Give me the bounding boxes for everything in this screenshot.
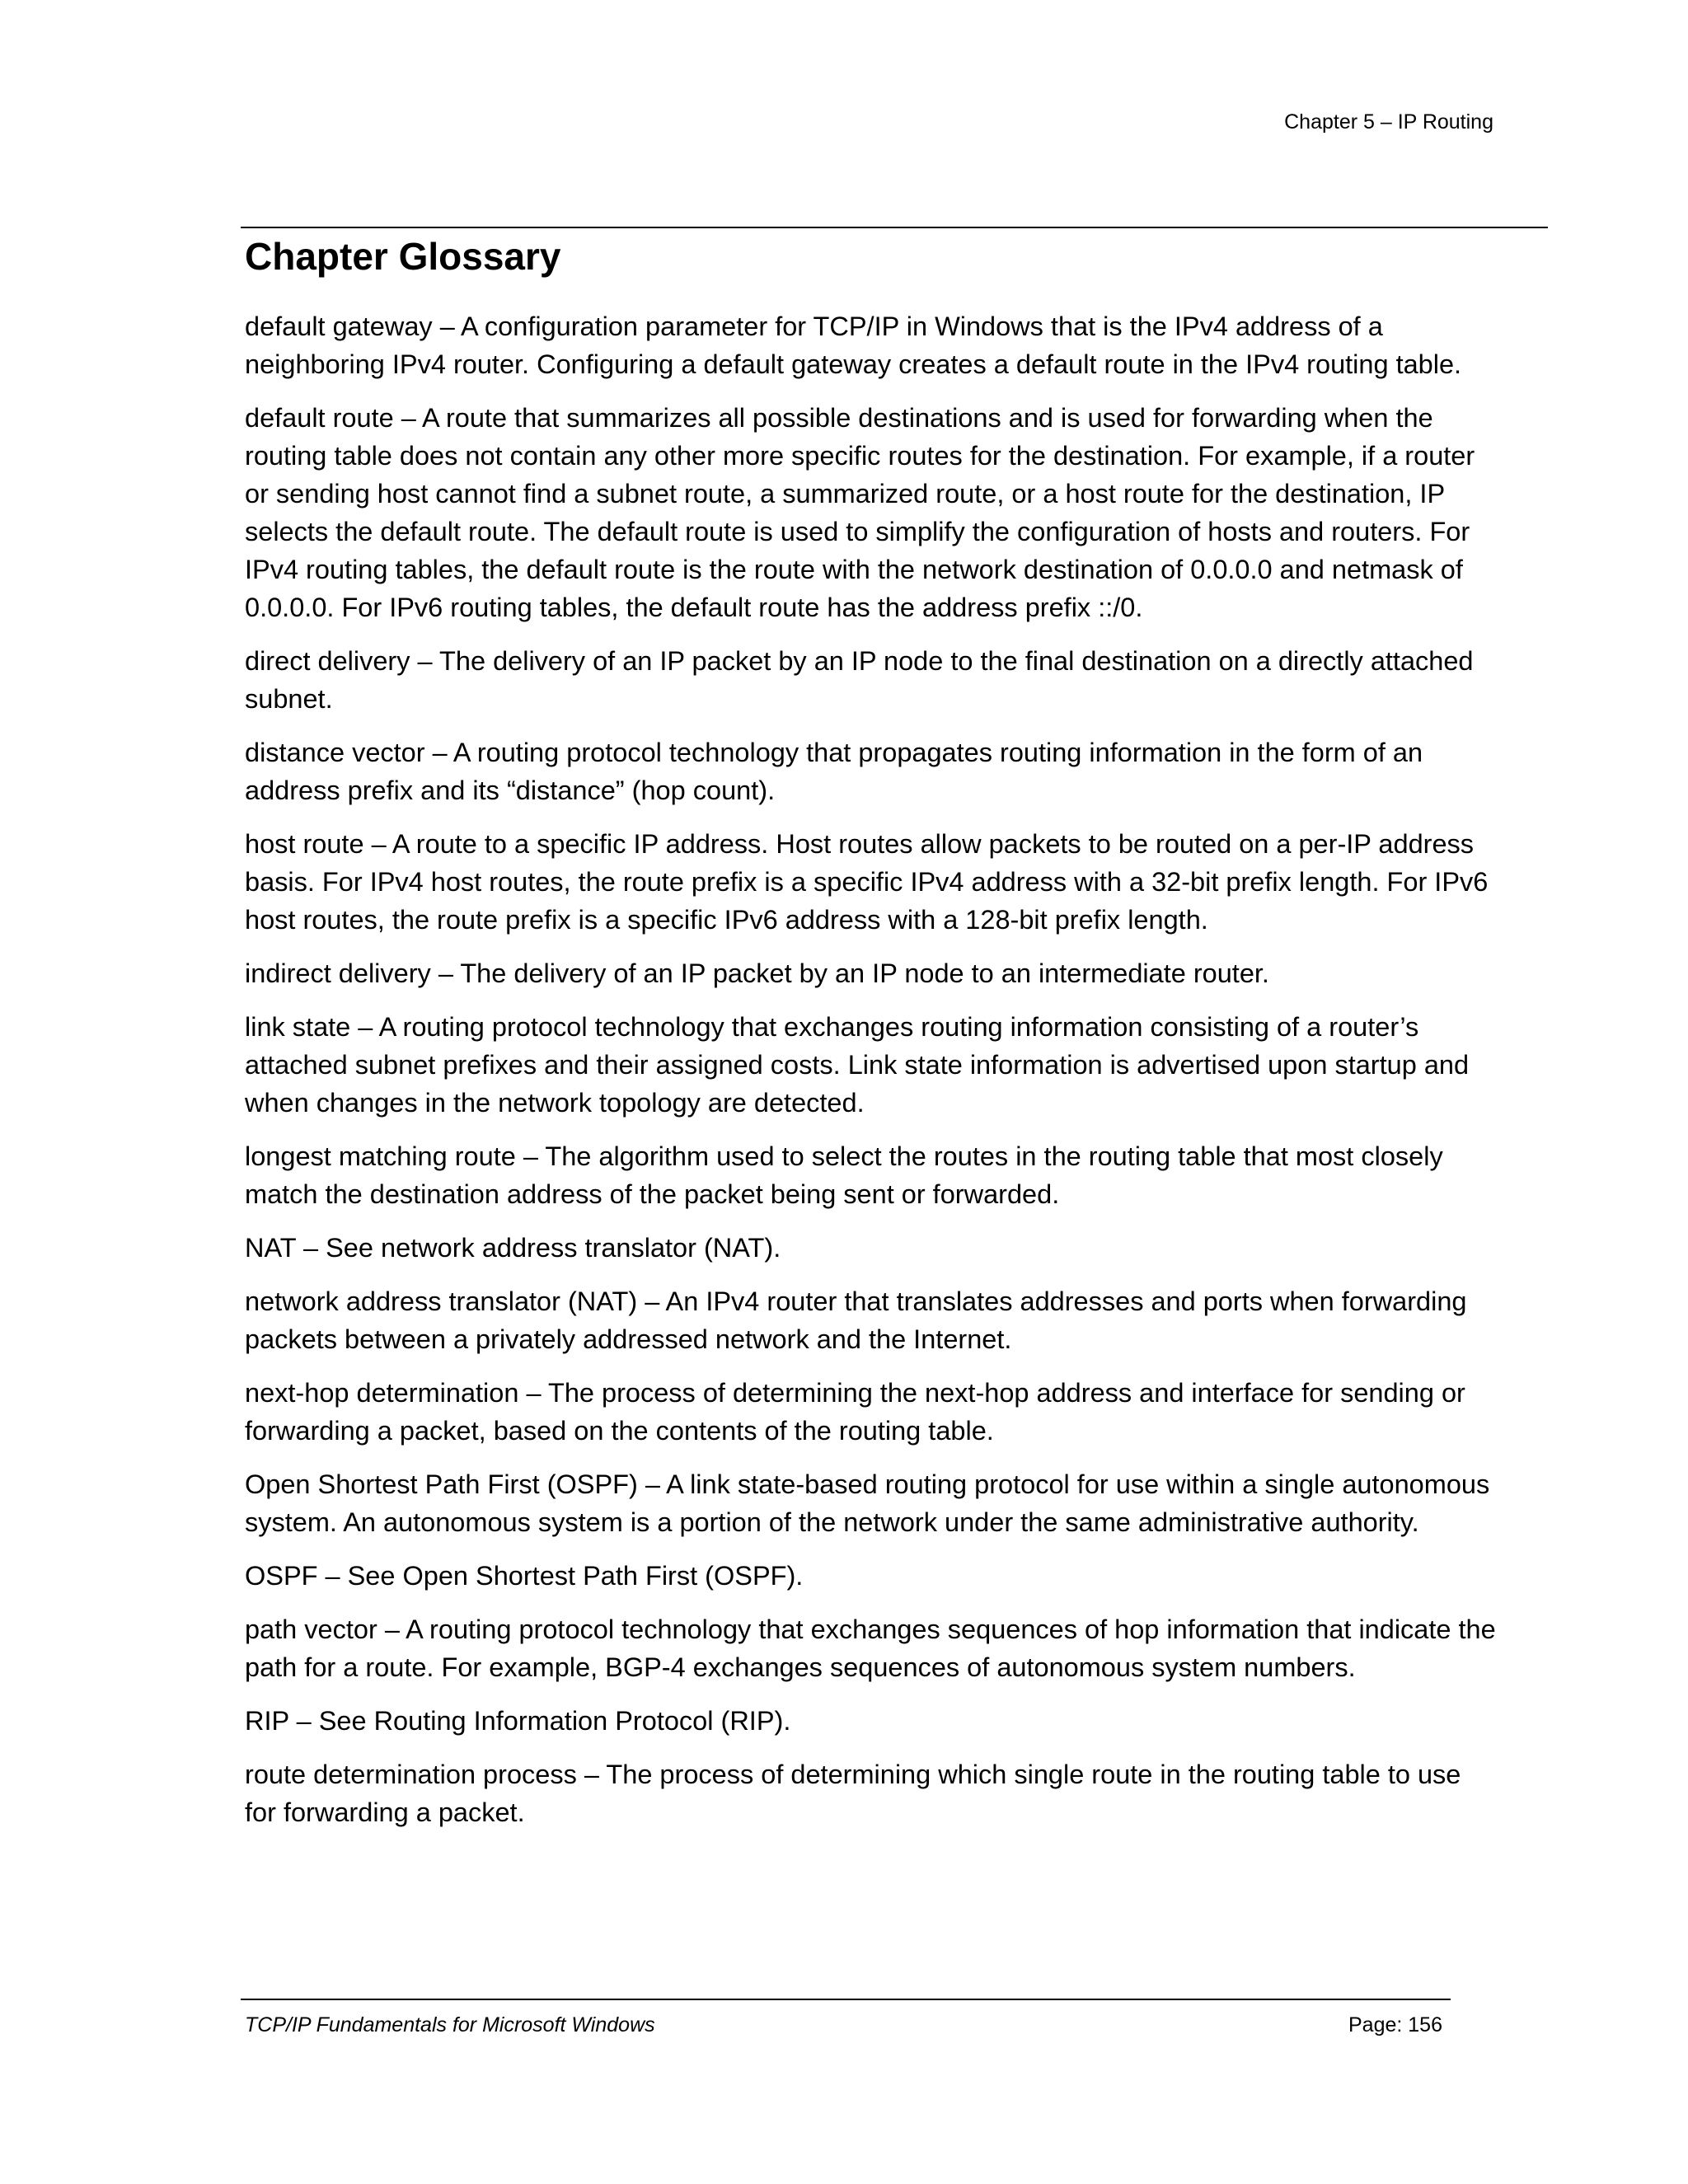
glossary-entry-network-address-translator: network address translator (NAT) – An IPv4 router that translates addresses and ports when forwarding packets between a privately addressed network and the Internet. — [245, 1286, 1467, 1354]
footer-book-title: TCP/IP Fundamentals for Microsoft Windows — [245, 2013, 655, 2036]
glossary-list — [245, 307, 1498, 1847]
glossary-entry-nat: NAT – See network address translator (NAT). — [245, 1233, 781, 1263]
glossary-entry-direct-delivery: direct delivery – The delivery of an IP packet by an IP node to the final destination on a directly attached subnet. — [245, 646, 1474, 714]
glossary-entry-ospf: OSPF – See Open Shortest Path First (OSPF). — [245, 1561, 804, 1591]
glossary-entry-link-state: link state – A routing protocol technology that exchanges routing information consisting of a router’s attached subnet prefixes and their assigned costs. Link state information is advertised upon startup and when changes in the network topology are detected. — [245, 1012, 1470, 1118]
glossary-entry-route-determination-process: route determination process – The process of determining which single route in the routing table to use for forwarding a packet. — [245, 1760, 1461, 1827]
footer-divider — [241, 1999, 1451, 2000]
glossary-entry-indirect-delivery: indirect delivery – The delivery of an IP packet by an IP node to an intermediate router. — [245, 958, 1269, 988]
glossary-entry-next-hop-determination: next-hop determination – The process of determining the next-hop address and interface for sending or forwarding a packet, based on the contents of the routing table. — [245, 1378, 1465, 1446]
title-divider — [241, 227, 1548, 228]
glossary-entry-default-gateway: default gateway – A configuration parameter for TCP/IP in Windows that is the IPv4 address of a neighboring IPv4 router. Configuring a default gateway creates a default route in the IPv4 routing table. — [245, 312, 1462, 379]
glossary-entry-longest-matching-route: longest matching route – The algorithm used to select the routes in the routing table that most closely match the destination address of the packet being sent or forwarded. — [245, 1141, 1443, 1209]
glossary-entry-ospf-full: Open Shortest Path First (OSPF) – A link state-based routing protocol for use within a single autonomous system. An autonomous system is a portion of the network under the same administrative authority. — [245, 1469, 1490, 1537]
glossary-entry-default-route: default route – A route that summarizes all possible destinations and is used for forwarding when the routing table does not contain any other more specific routes for the destination. For example, if a router or sending host cannot find a subnet route, a summarized route, or a host route for the destination, IP selects the default route. The default route is used to simplify the configuration of hosts and routers. For IPv4 routing tables, the default route is the route with the network destination of 0.0.0.0 and netmask of 0.0.0.0. For IPv6 routing tables, the default route has the address prefix ::/0. — [245, 403, 1475, 622]
glossary-entry-rip: RIP – See Routing Information Protocol (RIP). — [245, 1706, 791, 1736]
page-number: Page: 156 — [1348, 2013, 1442, 2036]
running-header: Chapter 5 – IP Routing — [1284, 110, 1493, 134]
glossary-entry-path-vector: path vector – A routing protocol technology that exchanges sequences of hop information that indicate the path for a route. For example, BGP-4 exchanges sequences of autonomous system numbers. — [245, 1615, 1496, 1682]
page-title: Chapter Glossary — [245, 235, 561, 278]
glossary-entry-host-route: host route – A route to a specific IP address. Host routes allow packets to be routed on a per-IP address basis. For IPv4 host routes, the route prefix is a specific IPv4 address with a 32-bit prefix length. For IPv6 host routes, the route prefix is a specific IPv6 address with a 128-bit prefix length. — [245, 829, 1489, 935]
glossary-entry-distance-vector: distance vector – A routing protocol technology that propagates routing information in the form of an address prefix and its “distance” (hop count). — [245, 738, 1423, 805]
